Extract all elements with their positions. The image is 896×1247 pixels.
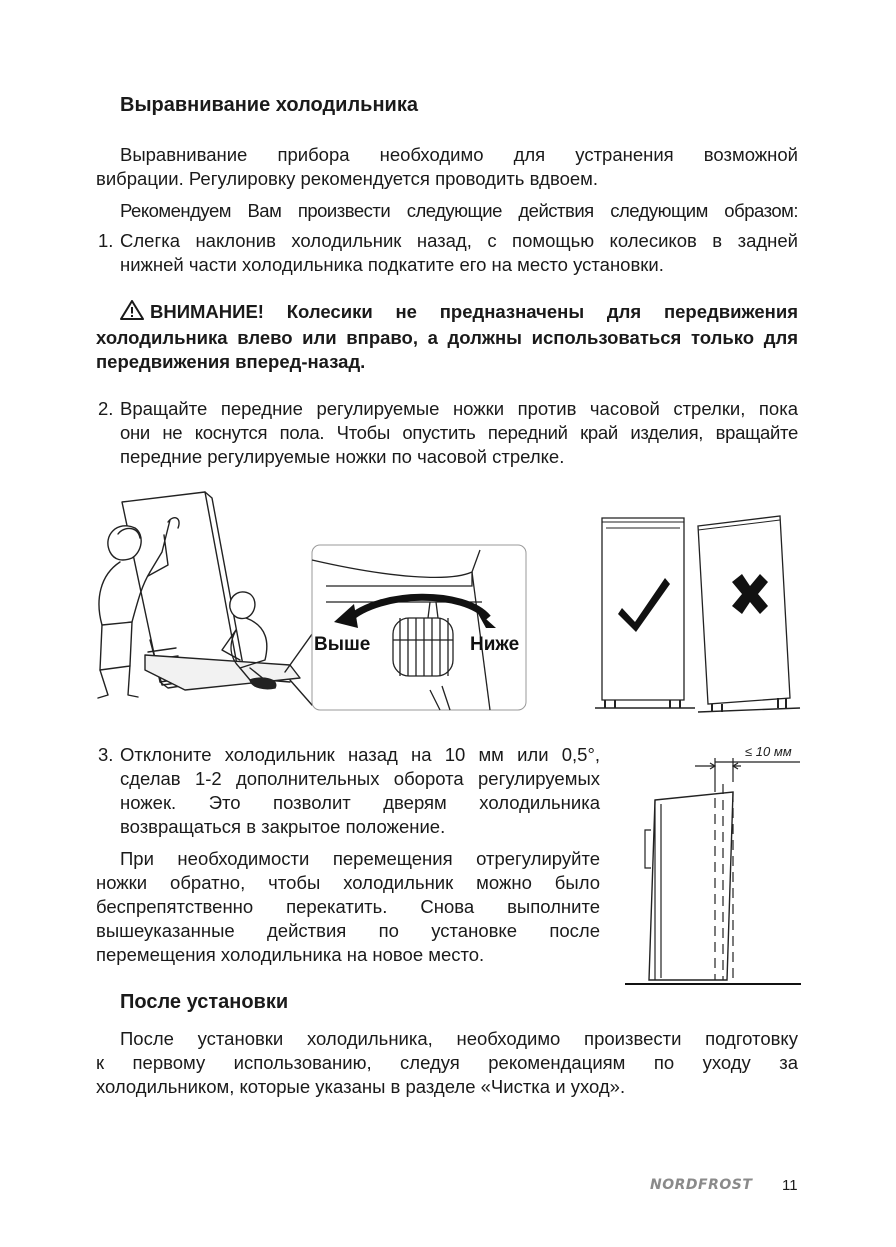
paragraph-move <box>96 847 600 967</box>
list-item-step-1 <box>98 229 798 277</box>
figure-tilt <box>615 738 805 990</box>
warning-line2: холодильника влево или вправо, а должны использоваться только для <box>96 327 798 348</box>
tilt-label: ≤ 10 мм <box>745 744 792 759</box>
label-lower: Ниже <box>470 634 520 655</box>
step1-line2: нижней части холодильника подкатите его на место установки. <box>120 254 664 275</box>
label-higher: Выше <box>314 634 371 655</box>
after-line3: холодильником, которые указаны в разделе «Чистка и уход». <box>96 1076 626 1097</box>
page-number: 11 <box>782 1177 798 1194</box>
after-line1: После установки холодильника, необходимо произвести подготовку <box>120 1028 798 1049</box>
step-number: 2. <box>98 398 114 419</box>
step3-line1: Отклоните холодильник назад на 10 мм или 0,5°, <box>120 744 600 765</box>
incorrect-position-illustration <box>698 516 800 712</box>
warning-icon <box>120 300 144 326</box>
section-title-after-install: После установки <box>120 991 289 1013</box>
move-line5: перемещения холодильника на новое место. <box>96 944 485 965</box>
warning-block <box>96 300 798 374</box>
move-line4: вышеуказанные действия по установке после <box>96 920 600 941</box>
figure-leveling <box>90 490 810 715</box>
step1-line1: Слегка наклонив холодильник назад, с помощью колесиков в задней <box>120 230 798 251</box>
step3-line2: сделав 1-2 дополнительных оборота регулируемых <box>120 768 600 789</box>
step2-line2: они не коснутся пола. Чтобы опустить передний край изделия, вращайте <box>120 422 798 443</box>
paragraph-after-install <box>96 1027 798 1099</box>
step3-line4: возвращаться в закрытое положение. <box>120 816 446 837</box>
foot-zoom-detail <box>312 545 526 710</box>
move-line2: ножки обратно, чтобы холодильник можно было <box>96 872 600 893</box>
step2-line1: Вращайте передние регулируемые ножки против часовой стрелки, пока <box>120 398 798 419</box>
section-title-leveling: Выравнивание холодильника <box>120 94 418 116</box>
paragraph-leveling-line2: вибрации. Регулировку рекомендуется проводить вдвоем. <box>96 168 599 189</box>
step-number: 1. <box>98 230 114 251</box>
brand-logo: NORDFROST <box>650 1177 753 1193</box>
list-item-step-3 <box>98 743 600 839</box>
warning-label: ВНИМАНИЕ! <box>150 301 264 322</box>
paragraph-recommend: Рекомендуем Вам произвести следующие действия следующим образом: <box>120 200 798 221</box>
warning-line1: Колесики не предназначены для передвижения <box>286 301 799 322</box>
step2-line3: передние регулируемые ножки по часовой стрелке. <box>120 446 565 467</box>
step-number: 3. <box>98 744 114 765</box>
paragraph-leveling-line1: Выравнивание прибора необходимо для устранения возможной <box>120 144 798 165</box>
list-item-step-2 <box>98 397 798 469</box>
after-line2: к первому использованию, следуя рекомендациям по уходу за <box>96 1052 798 1073</box>
correct-position-illustration <box>595 518 695 708</box>
step3-line3: ножек. Это позволит дверям холодильника <box>120 792 600 813</box>
move-line3: беспрепятственно перекатить. Снова выполните <box>96 896 600 917</box>
move-line1: При необходимости перемещения отрегулируйте <box>120 848 600 869</box>
warning-line3: передвижения вперед-назад. <box>96 351 366 372</box>
